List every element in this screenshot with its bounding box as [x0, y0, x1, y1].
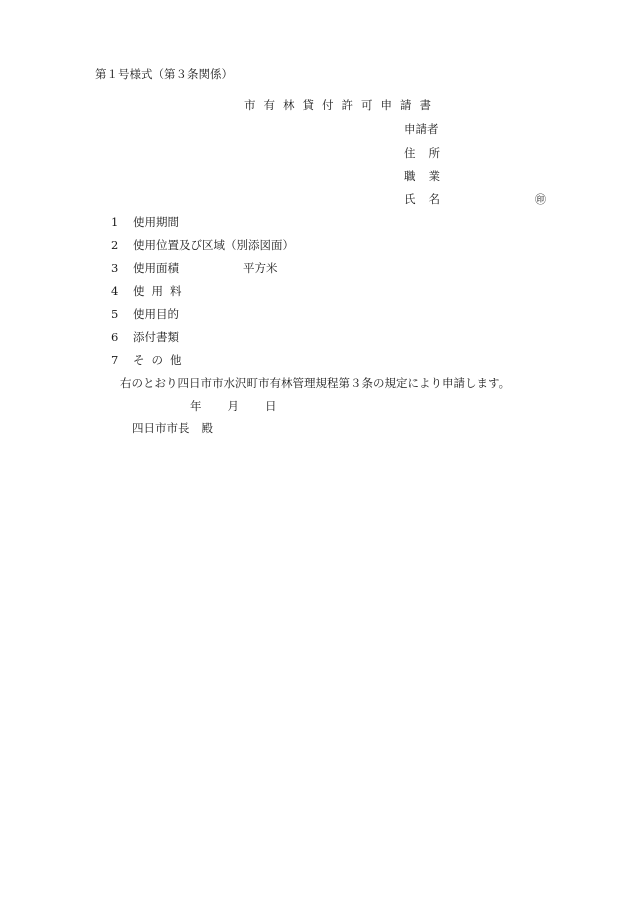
list-item: [111, 260, 278, 276]
list-item: [111, 214, 179, 230]
document-title: 市有林貸付許可申請書: [244, 98, 439, 112]
item-label: 使用期間: [133, 215, 179, 229]
item-label: その他: [133, 353, 189, 367]
date-line: [190, 398, 277, 414]
item-number: 5: [111, 307, 119, 321]
date-day: 日: [265, 399, 277, 413]
item-number: 7: [111, 353, 119, 367]
addressee-name: 四日市市長: [132, 421, 190, 435]
list-item: [111, 329, 179, 345]
list-item: [111, 237, 294, 253]
item-number: 4: [111, 284, 119, 298]
item-number: 1: [111, 215, 119, 229]
item-label: 添付書類: [133, 330, 179, 344]
occupation-label: 職業: [404, 169, 453, 183]
date-year: 年: [190, 399, 202, 413]
seal-mark-icon: ㊞: [535, 193, 546, 206]
date-month: 月: [227, 399, 239, 413]
area-unit: 平方米: [243, 261, 278, 275]
list-item: [111, 352, 189, 368]
list-item: [111, 283, 189, 299]
item-label: 使用料: [133, 284, 189, 298]
addressee: [132, 420, 213, 436]
list-item: [111, 306, 179, 322]
name-label: 氏名: [404, 192, 453, 206]
item-number: 6: [111, 330, 119, 344]
item-number: 2: [111, 238, 119, 252]
item-number: 3: [111, 261, 119, 275]
item-label: 使用面積: [133, 261, 179, 275]
applicant-heading: 申請者: [404, 122, 439, 136]
address-label: 住所: [404, 146, 453, 160]
form-number: 第１号様式（第３条関係）: [95, 67, 233, 81]
application-statement: 右のとおり四日市市水沢町市有林管理規程第３条の規定により申請します。: [120, 376, 511, 390]
addressee-honorific: 殿: [201, 421, 213, 435]
item-label: 使用目的: [133, 307, 179, 321]
item-label: 使用位置及び区域（別添図面）: [133, 238, 294, 252]
